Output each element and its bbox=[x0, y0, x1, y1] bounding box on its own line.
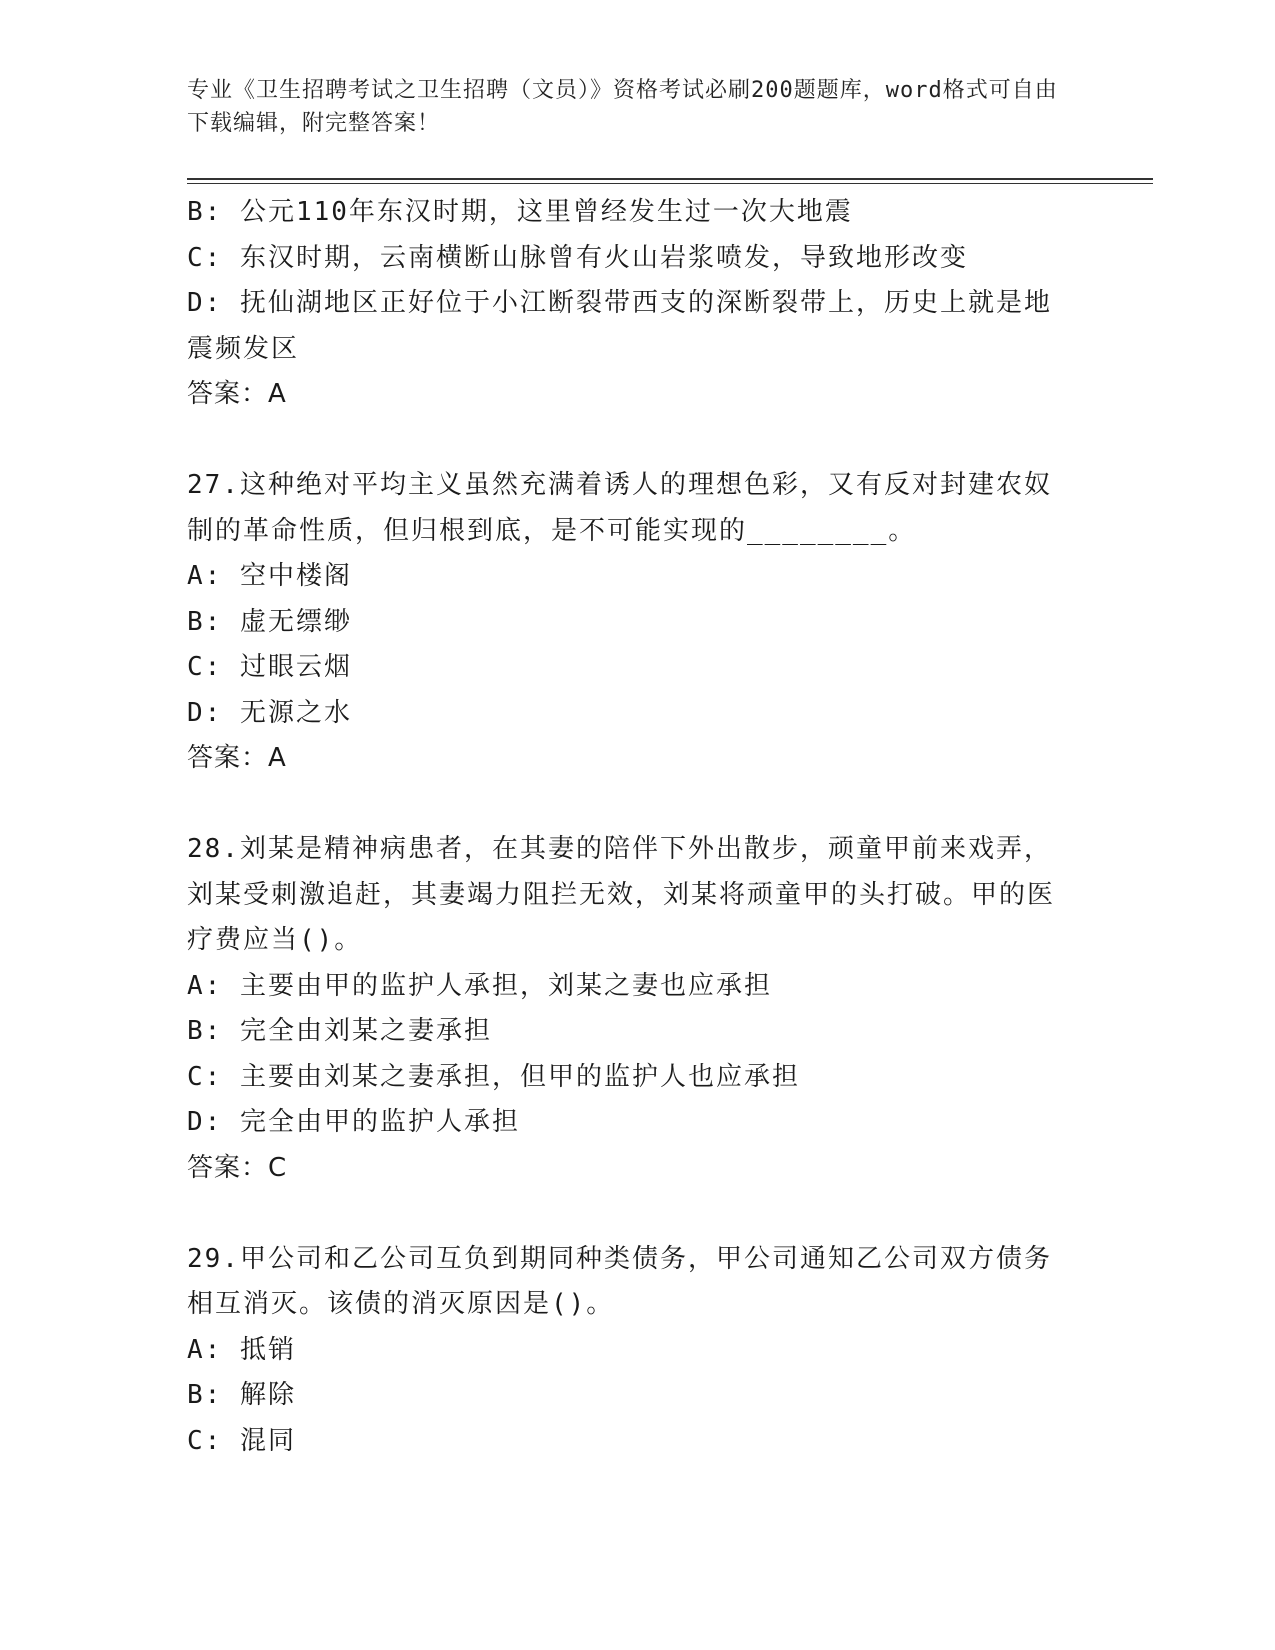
option-c: C: 东汉时期，云南横断山脉曾有火山岩浆喷发，导致地形改变 bbox=[187, 242, 968, 273]
question-26-continued bbox=[187, 190, 1067, 418]
option-c: C: 主要由刘某之妻承担，但甲的监护人也应承担 bbox=[187, 1061, 800, 1092]
answer-line: 答案：A bbox=[187, 379, 287, 409]
option-a: A: 空中楼阁 bbox=[187, 561, 352, 591]
option-a: A: 抵销 bbox=[187, 1334, 296, 1365]
answer-line: 答案：A bbox=[187, 743, 287, 773]
question-29 bbox=[187, 1237, 1067, 1465]
document-body bbox=[187, 190, 1067, 1464]
question-stem: 27.这种绝对平均主义虽然充满着诱人的理想色彩，又有反对封建农奴制的革命性质，但归根到底，是不可能实现的________。 bbox=[187, 470, 1052, 546]
option-b: B: 解除 bbox=[187, 1380, 296, 1410]
question-stem: 29.甲公司和乙公司互负到期同种类债务，甲公司通知乙公司双方债务相互消灭。该债的消灭原因是()。 bbox=[187, 1243, 1052, 1319]
question-stem: 28.刘某是精神病患者，在其妻的陪伴下外出散步，顽童甲前来戏弄，刘某受刺激追赶，其妻竭力阻拦无效，刘某将顽童甲的头打破。甲的医疗费应当()。 bbox=[187, 834, 1056, 955]
option-d: D: 抚仙湖地区正好位于小江断裂带西支的深断裂带上，历史上就是地震频发区 bbox=[187, 288, 1052, 364]
spacer bbox=[187, 782, 1067, 828]
question-28 bbox=[187, 827, 1067, 1191]
option-b: B: 完全由刘某之妻承担 bbox=[187, 1016, 492, 1046]
header-rule-thick bbox=[187, 178, 1153, 180]
option-c: C: 过眼云烟 bbox=[187, 652, 352, 682]
option-d: D: 无源之水 bbox=[187, 697, 352, 728]
option-b: B: 公元110年东汉时期，这里曾经发生过一次大地震 bbox=[187, 197, 853, 227]
option-a: A: 主要由甲的监护人承担，刘某之妻也应承担 bbox=[187, 970, 772, 1001]
option-d: D: 完全由甲的监护人承担 bbox=[187, 1107, 520, 1137]
header-rule-thin bbox=[187, 183, 1153, 184]
option-c: C: 混同 bbox=[187, 1425, 296, 1456]
spacer bbox=[187, 418, 1067, 464]
page-header: 专业《卫生招聘考试之卫生招聘（文员）》资格考试必刷200题题库，word格式可自由下载编辑，附完整答案！ bbox=[187, 78, 1058, 136]
question-27 bbox=[187, 463, 1067, 782]
spacer bbox=[187, 1191, 1067, 1237]
option-b: B: 虚无缥缈 bbox=[187, 606, 352, 637]
answer-line: 答案：C bbox=[187, 1152, 288, 1183]
